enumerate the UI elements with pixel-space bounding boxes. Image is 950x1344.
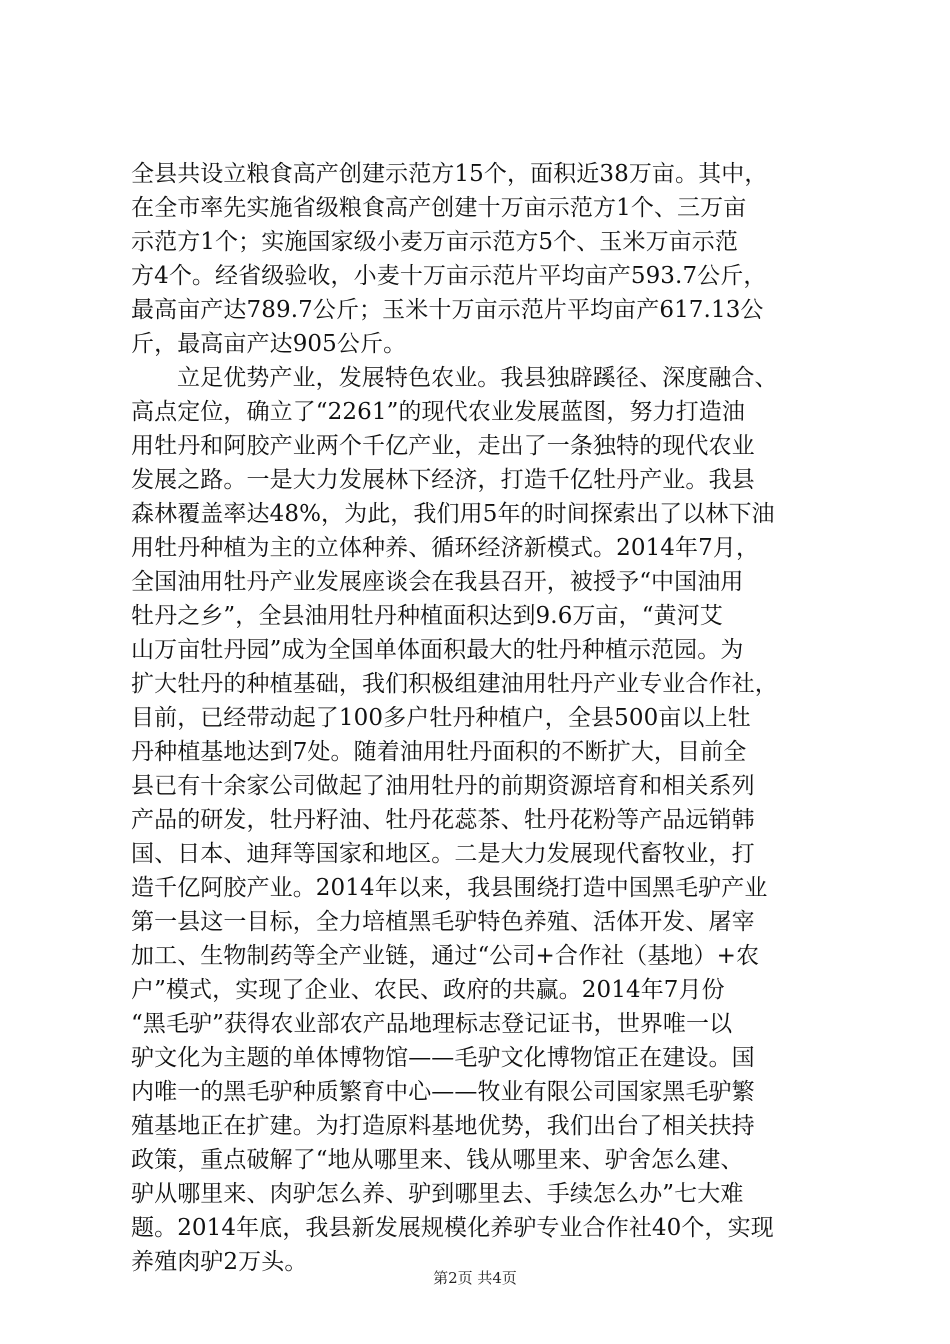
text-line: 县已有十余家公司做起了油用牡丹的前期资源培育和相关系列: [131, 773, 755, 799]
text-line: 内唯一的黑毛驴种质繁育中心——牧业有限公司国家黑毛驴繁: [131, 1079, 755, 1105]
text-line: 高点定位，确立了“2261”的现代农业发展蓝图，努力打造油: [131, 399, 745, 425]
text-line: 全县共设立粮食高产创建示范方15个，面积近38万亩。其中，: [131, 161, 768, 187]
text-line: 驴文化为主题的单体博物馆——毛驴文化博物馆正在建设。国: [131, 1045, 755, 1071]
text-line: “黑毛驴”获得农业部农产品地理标志登记证书，世界唯一以: [131, 1011, 733, 1037]
text-line: 国、日本、迪拜等国家和地区。二是大力发展现代畜牧业，打: [131, 841, 755, 867]
text-line: 在全市率先实施省级粮食高产创建十万亩示范方1个、三万亩: [131, 195, 747, 221]
text-line: 养殖肉驴2万头。: [131, 1249, 308, 1275]
text-line: 丹种植基地达到7处。随着油用牡丹面积的不断扩大，目前全: [131, 739, 747, 765]
text-line: 用牡丹和阿胶产业两个千亿产业，走出了一条独特的现代农业: [131, 433, 755, 459]
text-line: 加工、生物制药等全产业链，通过“公司+合作社（基地）+农: [131, 943, 760, 969]
text-line: 最高亩产达789.7公斤；玉米十万亩示范片平均亩产617.13公: [131, 297, 764, 323]
text-line: 牡丹之乡”，全县油用牡丹种植面积达到9.6万亩，“黄河艾: [131, 603, 723, 629]
text-line: 用牡丹种植为主的立体种养、循环经济新模式。2014年7月，: [131, 535, 760, 561]
text-line: 森林覆盖率达48%，为此，我们用5年的时间探索出了以林下油: [131, 501, 775, 527]
text-line: 目前，已经带动起了100多户牡丹种植户，全县500亩以上牡: [131, 705, 751, 731]
text-line: 殖基地正在扩建。为打造原料基地优势，我们出台了相关扶持: [131, 1113, 755, 1139]
text-line: 驴从哪里来、肉驴怎么养、驴到哪里去、手续怎么办”七大难: [131, 1181, 744, 1207]
text-line: 产品的研发，牡丹籽油、牡丹花蕊茶、牡丹花粉等产品远销韩: [131, 807, 755, 833]
text-line: 第一县这一目标，全力培植黑毛驴特色养殖、活体开发、屠宰: [131, 909, 755, 935]
text-line: 发展之路。一是大力发展林下经济，打造千亿牡丹产业。我县: [131, 467, 755, 493]
text-line: 山万亩牡丹园”成为全国单体面积最大的牡丹种植示范园。为: [131, 637, 744, 663]
page-number-footer: 第2页 共4页: [433, 1269, 517, 1287]
text-line: 示范方1个；实施国家级小麦万亩示范方5个、玉米万亩示范: [131, 229, 738, 255]
text-line: 题。2014年底，我县新发展规模化养驴专业合作社40个，实现: [131, 1215, 774, 1241]
text-line: 户”模式，实现了企业、农民、政府的共赢。2014年7月份: [131, 977, 725, 1003]
paragraph-start-line: 立足优势产业，发展特色农业。我县独辟蹊径、深度融合、: [177, 365, 778, 391]
text-line: 造千亿阿胶产业。2014年以来，我县围绕打造中国黑毛驴产业: [131, 875, 768, 901]
text-line: 斤，最高亩产达905公斤。: [131, 331, 407, 357]
text-line: 全国油用牡丹产业发展座谈会在我县召开，被授予“中国油用: [131, 569, 744, 595]
body-text: [131, 157, 831, 1279]
text-line: 政策，重点破解了“地从哪里来、钱从哪里来、驴舍怎么建、: [131, 1147, 744, 1173]
text-line: 扩大牡丹的种植基础，我们积极组建油用牡丹产业专业合作社，: [131, 671, 778, 697]
text-line: 方4个。经省级验收，小麦十万亩示范片平均亩产593.7公斤，: [131, 263, 767, 289]
